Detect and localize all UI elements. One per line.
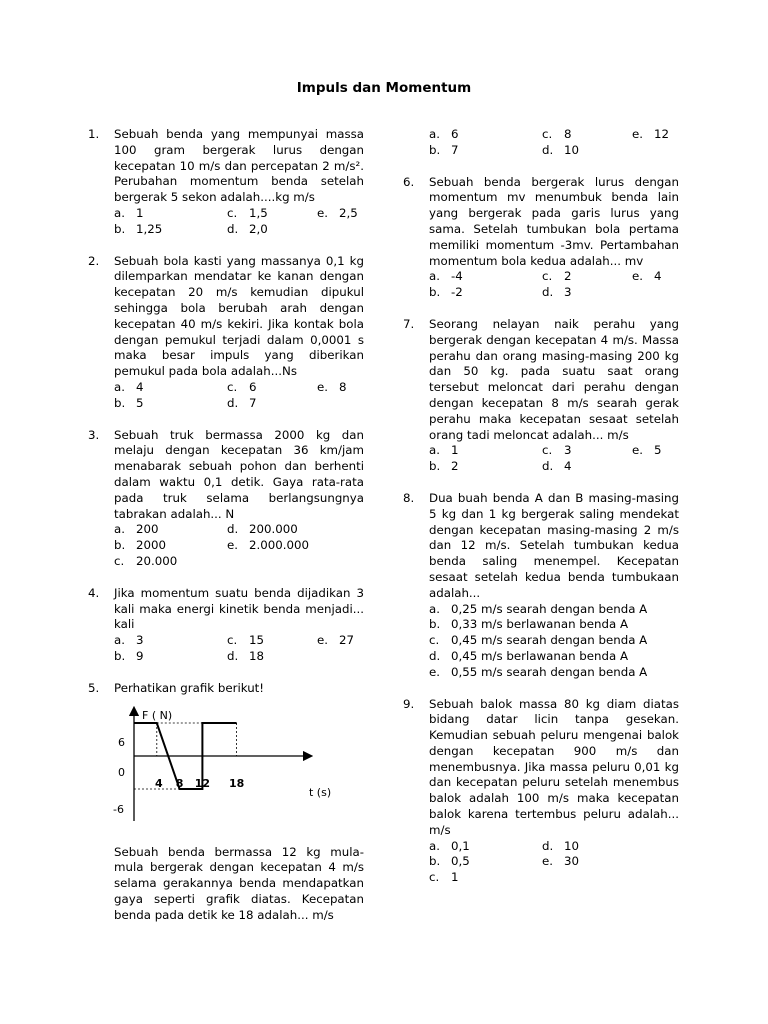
answer-option[interactable]: c. 2 — [542, 269, 572, 284]
question-stem: Sebuah benda yang mempunyai massa 100 gram bergerak lurus dengan kecepatan 10 m/s dan percepatan 2 m/s². Perubahan momentum benda setelah bergerak 5 sekon adalah....kg m/s — [114, 127, 364, 205]
answer-options — [429, 602, 679, 681]
question-stem: Sebuah benda bergerak lurus dengan momentum mv menumbuk benda lain yang bergerak pada garis lurus yang sama. Setelah tumbukan bola pertama memiliki momentum -3mv. Pertambahan momentum bola kedua adalah... mv — [429, 174, 679, 268]
answer-option[interactable]: b. 2000 — [114, 538, 167, 553]
question-1 — [88, 127, 364, 238]
answer-option[interactable]: e. 8 — [317, 379, 347, 394]
answer-option[interactable]: d. 18 — [227, 648, 265, 663]
answer-option[interactable]: c. 20.000 — [114, 553, 178, 568]
x-tick-label: 12 — [194, 776, 211, 790]
answer-option[interactable]: d. 3 — [542, 285, 572, 300]
question-stem: Dua buah benda A dan B masing-masing 5 kg dan 1 kg bergerak saling mendekat dengan kecepatan masing-masing 2 m/s dan 12 m/s. Setelah tumbukan kedua benda saling menempel. Kecepatan sesaat setelah kedua benda tumbukaan adalah... — [429, 490, 679, 600]
answer-option[interactable]: d. 200.000 — [227, 522, 298, 537]
answer-option[interactable]: e. 4 — [632, 269, 662, 284]
answer-option[interactable]: e. 2,5 — [317, 205, 358, 220]
question-4 — [88, 586, 364, 665]
right-column — [403, 127, 679, 902]
question-number: 1. — [88, 127, 100, 141]
answer-options — [114, 633, 364, 665]
answer-option[interactable]: a. 3 — [114, 633, 144, 648]
answer-options — [114, 380, 364, 412]
page-title: Impuls dan Momentum — [296, 80, 472, 96]
question-number: 8. — [403, 490, 415, 505]
answer-option[interactable]: e. 27 — [317, 633, 355, 648]
question-stem: Sebuah balok massa 80 kg diam diatas bidang datar licin tanpa gesekan. Kemudian sebuah peluru mengenai balok dengan kecepatan 900 m/s dan menembusnya. Jika massa peluru 0,01 kg dan kecepatan peluru setelah menembus balok adalah 100 m/s maka kecepatan balok karena tertembus peluru adalah... m/s — [429, 696, 679, 837]
answer-option[interactable]: b. -2 — [429, 285, 463, 300]
answer-option[interactable]: a. -4 — [429, 269, 463, 284]
left-column — [88, 127, 364, 923]
y-tick-label: 0 — [118, 765, 125, 779]
x-axis-label: t (s) — [309, 785, 332, 799]
answer-option[interactable]: b. 1,25 — [114, 221, 163, 236]
answer-options — [429, 269, 679, 301]
x-tick-label: 8 — [175, 776, 184, 790]
answer-options — [429, 443, 679, 475]
answer-option[interactable]: a. 0,1 — [429, 838, 470, 853]
question-number: 2. — [88, 253, 100, 268]
question-8 — [403, 491, 679, 681]
answer-option[interactable]: a. 1 — [429, 443, 459, 458]
question-number: 4. — [88, 585, 100, 600]
question-number: 6. — [403, 174, 415, 189]
answer-options — [429, 839, 679, 886]
question-5 — [88, 681, 364, 924]
question-number: 5. — [88, 680, 100, 695]
answer-option[interactable]: d. 10 — [542, 838, 580, 853]
question-6 — [403, 175, 679, 301]
answer-option[interactable]: e. 2.000.000 — [227, 538, 310, 553]
answer-option[interactable]: d. 2,0 — [227, 221, 268, 236]
question-3 — [88, 428, 364, 570]
answer-option[interactable]: d. 10 — [542, 142, 580, 157]
y-tick-label: -6 — [113, 802, 124, 816]
question-9 — [403, 697, 679, 887]
answer-option[interactable]: b. 2 — [429, 459, 459, 474]
answer-option[interactable]: a. 6 — [429, 127, 459, 141]
answer-option[interactable]: b. 0,33 m/s berlawanan benda A — [429, 617, 629, 632]
answer-option[interactable]: a. 200 — [114, 522, 159, 537]
answer-option[interactable]: e. 5 — [632, 443, 662, 458]
answer-option[interactable]: e. 30 — [542, 854, 580, 869]
question-stem: Seorang nelayan naik perahu yang bergerak dengan kecepatan 4 m/s. Massa perahu dan orang masing-masing 200 kg dan 50 kg. pada suatu saat orang tersebut meloncat dari perahu dengan dengan kecepatan 8 m/s searah gerak perahu maka kecepatan sesaat setelah orang tadi meloncat adalah... m/s — [429, 316, 679, 442]
x-tick-label: 4 — [154, 776, 163, 790]
y-tick-label: 6 — [118, 735, 125, 749]
answer-option[interactable]: a. 0,25 m/s searah dengan benda A — [429, 601, 648, 616]
question-stem: Perhatikan grafik berikut! — [114, 680, 265, 695]
question-5-options — [403, 127, 679, 159]
question-stem: Sebuah truk bermassa 2000 kg dan melaju dengan kecepatan 36 km/jam menabarak sebuah pohon dan berhenti dalam waktu 0,1 detik. Gaya rata-rata pada truk selama berlangsungnya tabrakan adalah... N — [114, 427, 364, 521]
question-stem: Sebuah bola kasti yang massanya 0,1 kg dilemparkan mendatar ke kanan dengan kecepatan 20 m/s kemudian dipukul sehingga bola berubah arah dengan kecepatan 40 m/s kekiri. Jika kontak bola dengan pemukul terjadi dalam 0,0001 s maka besar impuls yang diberikan pemukul pada bola adalah...Ns — [114, 253, 364, 379]
answer-option[interactable]: c. 1,5 — [227, 205, 268, 220]
question-stem-continued: Sebuah benda bermassa 12 kg mula-mula bergerak dengan kecepatan 4 m/s selama gerakannya benda mendapatkan gaya seperti grafik diatas. Kecepatan benda pada detik ke 18 adalah... m/s — [114, 844, 364, 922]
x-tick-label: 18 — [228, 776, 245, 790]
answer-option[interactable]: d. 7 — [227, 395, 257, 410]
answer-option[interactable]: d. 4 — [542, 459, 572, 474]
answer-option[interactable]: a. 4 — [114, 379, 144, 394]
answer-options — [429, 127, 679, 159]
answer-option[interactable]: c. 3 — [542, 443, 572, 458]
answer-option[interactable]: d. 0,45 m/s berlawanan benda A — [429, 648, 629, 663]
answer-option[interactable]: c. 15 — [227, 633, 265, 648]
force-time-graph — [110, 703, 360, 833]
answer-option[interactable]: b. 5 — [114, 395, 144, 410]
answer-options — [114, 206, 364, 238]
question-number: 7. — [403, 316, 415, 331]
answer-option[interactable]: c. 6 — [227, 379, 257, 394]
answer-option[interactable]: b. 7 — [429, 142, 459, 157]
answer-options — [114, 522, 364, 569]
answer-option[interactable]: e. 12 — [632, 127, 670, 141]
force-time-chart — [110, 703, 360, 833]
question-number: 3. — [88, 427, 100, 442]
question-number: 9. — [403, 696, 415, 711]
answer-option[interactable]: c. 0,45 m/s searah dengan benda A — [429, 633, 648, 648]
answer-option[interactable]: a. 1 — [114, 205, 144, 220]
question-stem: Jika momentum suatu benda dijadikan 3 kali maka energi kinetik benda menjadi... kali — [114, 585, 364, 632]
answer-option[interactable]: c. 1 — [429, 870, 459, 885]
question-2 — [88, 254, 364, 412]
answer-option[interactable]: e. 0,55 m/s searah dengan benda A — [429, 664, 648, 679]
answer-option[interactable]: b. 0,5 — [429, 854, 470, 869]
answer-option[interactable]: b. 9 — [114, 648, 144, 663]
y-axis-label: F ( N) — [142, 708, 173, 722]
question-7 — [403, 317, 679, 475]
answer-option[interactable]: c. 8 — [542, 127, 572, 141]
